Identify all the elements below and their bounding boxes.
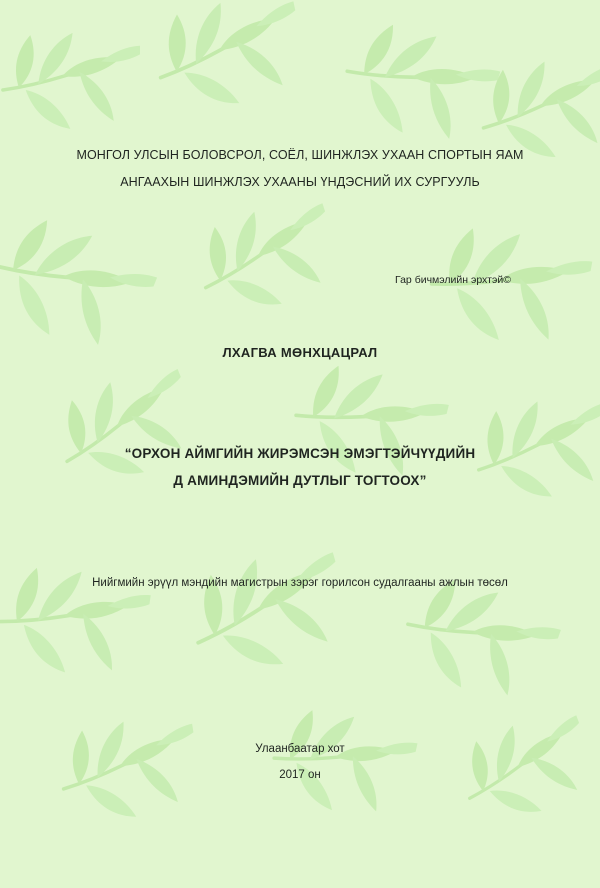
title-line-1: “ОРХОН АЙМГИЙН ЖИРЭМСЭН ЭМЭГТЭЙЧҮҮДИЙН: [124, 446, 476, 461]
institution-line-2: АНГААХЫН ШИНЖЛЭХ УХААНЫ ҮНДЭСНИЙ ИХ СУРГУУЛЬ: [120, 175, 480, 189]
author-name: ЛХАГВА МӨНХЦАЦРАЛ: [222, 345, 378, 360]
year-line: 2017 он: [279, 769, 321, 781]
project-description: Нийгмийн эрүүл мэндийн магистрын зэрэг горилсон судалгааны ажлын төсөл: [92, 577, 508, 589]
city-line: Улаанбаатар хот: [255, 743, 345, 755]
title-line-2: Д АМИНДЭМИЙН ДУТЛЫГ ТОГТООХ”: [173, 473, 427, 488]
copyright-notice: Гар бичмэлийн эрхтэй©: [395, 274, 511, 286]
institution-line-1: МОНГОЛ УЛСЫН БОЛОВСРОЛ, СОЁЛ, ШИНЖЛЭХ УХААН СПОРТЫН ЯАМ: [76, 148, 524, 162]
